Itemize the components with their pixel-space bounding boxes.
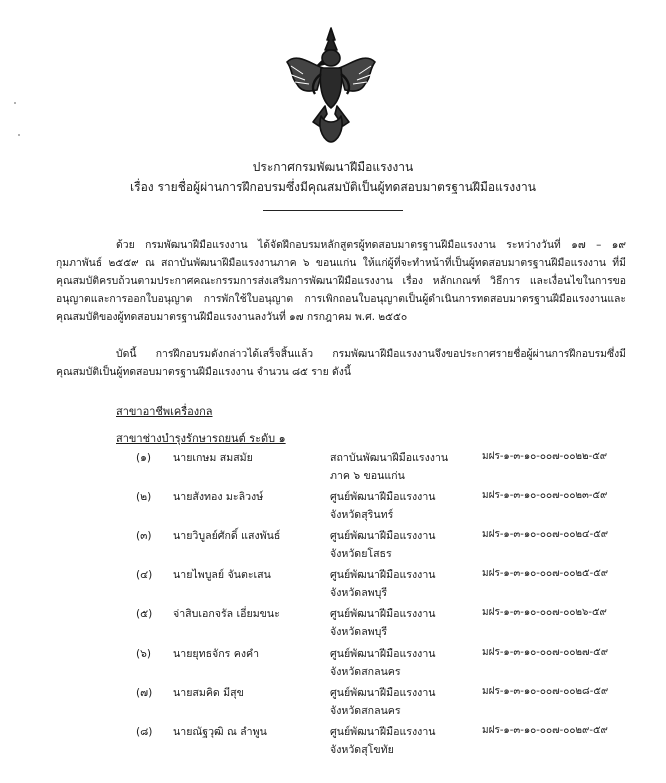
list-item — [0, 527, 666, 567]
training-center-location: จังหวัดยโสธร — [330, 548, 392, 560]
certificate-code: มฝร-๑-๓-๑๐-๐๐๗-๐๐๒๕-๕๙ — [482, 568, 609, 579]
garuda-emblem — [283, 26, 379, 144]
training-center: ศูนย์พัฒนาฝีมือแรงงาน — [330, 648, 436, 660]
item-number: (๔) — [136, 569, 153, 581]
trainee-name: นายสังทอง มะลิวงษ์ — [173, 491, 264, 503]
trainee-name: นายสมคิด มีสุข — [173, 687, 244, 699]
certificate-code: มฝร-๑-๓-๑๐-๐๐๗-๐๐๒๘-๕๙ — [482, 686, 609, 697]
training-center-location: จังหวัดลพบุรี — [330, 626, 388, 638]
announcement-subject: เรื่อง รายชื่อผู้ผ่านการฝึกอบรมซึ่งมีคุณสมบัติเป็นผู้ทดสอบมาตรฐานฝีมือแรงงาน — [130, 180, 536, 194]
training-center: สถาบันพัฒนาฝีมือแรงงาน — [330, 452, 449, 464]
training-center-location: ภาค ๖ ขอนแก่น — [330, 470, 405, 482]
item-number: (๓) — [136, 530, 152, 542]
item-number: (๗) — [136, 687, 153, 699]
certificate-code: มฝร-๑-๓-๑๐-๐๐๗-๐๐๒๒-๕๙ — [482, 451, 608, 462]
item-number: (๒) — [136, 491, 152, 503]
certificate-code: มฝร-๑-๓-๑๐-๐๐๗-๐๐๒๖-๕๙ — [482, 607, 607, 618]
trainee-name: นายยุทธจักร คงคำ — [173, 648, 260, 660]
list-item — [0, 645, 666, 685]
item-number: (๖) — [136, 648, 151, 660]
branch-heading: สาขาช่างบำรุงรักษารถยนต์ ระดับ ๑ — [116, 432, 286, 445]
list-item — [0, 488, 666, 528]
training-center: ศูนย์พัฒนาฝีมือแรงงาน — [330, 608, 436, 620]
training-center-location: จังหวัดลพบุรี — [330, 587, 388, 599]
trainee-name: นายณัฐวุฒิ ณ ลำพูน — [173, 726, 267, 738]
certificate-code: มฝร-๑-๓-๑๐-๐๐๗-๐๐๒๙-๕๙ — [482, 725, 608, 736]
announcement-title: ประกาศกรมพัฒนาฝีมือแรงงาน — [252, 160, 414, 174]
trainee-name: นายวิบูลย์ศักดิ์ แสงพันธ์ — [173, 530, 281, 542]
announcement-paragraph: บัดนี้ การฝึกอบรมดังกล่าวได้เสร็จสิ้นแล้ว กรมพัฒนาฝีมือแรงงานจึงขอประกาศรายชื่อผู้ผ่านการฝึกอบรมซึ่งมีคุณสมบัติเป็นผู้ทดสอบมาตรฐานฝีมือแรงงาน จำนวน ๘๕ ราย ดังนี้ — [56, 348, 626, 378]
training-center: ศูนย์พัฒนาฝีมือแรงงาน — [330, 687, 436, 699]
training-center: ศูนย์พัฒนาฝีมือแรงงาน — [330, 726, 436, 738]
certificate-code: มฝร-๑-๓-๑๐-๐๐๗-๐๐๒๔-๕๙ — [482, 529, 609, 540]
list-item — [0, 723, 666, 763]
list-item — [0, 605, 666, 645]
training-center-location: จังหวัดสุรินทร์ — [330, 509, 394, 521]
scan-speck — [18, 134, 20, 136]
list-item — [0, 684, 666, 724]
divider — [263, 210, 403, 211]
intro-paragraph: ด้วย กรมพัฒนาฝีมือแรงงาน ได้จัดฝึกอบรมหลักสูตรผู้ทดสอบมาตรฐานฝีมือแรงงาน ระหว่างวันที่ ๑๗ – ๑๙ กุมภาพันธ์ ๒๕๕๙ ณ สถาบันพัฒนาฝีมือแรงงานภาค ๖ ขอนแก่น ให้แก่ผู้ที่จะทำหน้าที่เป็นผู้ทดสอบมาตรฐานฝีมือแรงงาน ที่มีคุณสมบัติครบถ้วนตามประกาศคณะกรรมการส่งเสริมการพัฒนาฝีมือแรงงาน เรื่อง หลักเกณฑ์ วิธีการ และเงื่อนไขในการขออนุญาตและการออกใบอนุญาต การพักใช้ใบอนุญาต การเพิกถอนใบอนุญาตเป็นผู้ดำเนินการทดสอบมาตรฐานฝีมือแรงงานและคุณสมบัติของผู้ทดสอบมาตรฐานฝีมือแรงงานลงวันที่ ๑๗ กรกฎาคม พ.ศ. ๒๕๕๐ — [56, 239, 626, 323]
list-item — [0, 566, 666, 606]
certificate-code: มฝร-๑-๓-๑๐-๐๐๗-๐๐๒๓-๕๙ — [482, 490, 608, 501]
scan-speck — [14, 102, 16, 104]
list-item — [0, 449, 666, 489]
training-center-location: จังหวัดสุโขทัย — [330, 744, 394, 756]
certificate-code: มฝร-๑-๓-๑๐-๐๐๗-๐๐๒๗-๕๙ — [482, 647, 609, 658]
occupation-heading: สาขาอาชีพเครื่องกล — [116, 405, 213, 418]
trainee-name: นายเกษม สมสมัย — [173, 452, 253, 464]
trainee-name: จ่าสิบเอกจรัล เอี่ยมขนะ — [173, 608, 280, 620]
training-center-location: จังหวัดสกลนคร — [330, 666, 401, 678]
training-center: ศูนย์พัฒนาฝีมือแรงงาน — [330, 569, 436, 581]
trainee-name: นายไพบูลย์ จันตะเสน — [173, 569, 271, 581]
training-center: ศูนย์พัฒนาฝีมือแรงงาน — [330, 530, 436, 542]
item-number: (๑) — [136, 452, 151, 464]
item-number: (๕) — [136, 608, 153, 620]
training-center: ศูนย์พัฒนาฝีมือแรงงาน — [330, 491, 436, 503]
item-number: (๘) — [136, 726, 153, 738]
training-center-location: จังหวัดสกลนคร — [330, 705, 401, 717]
